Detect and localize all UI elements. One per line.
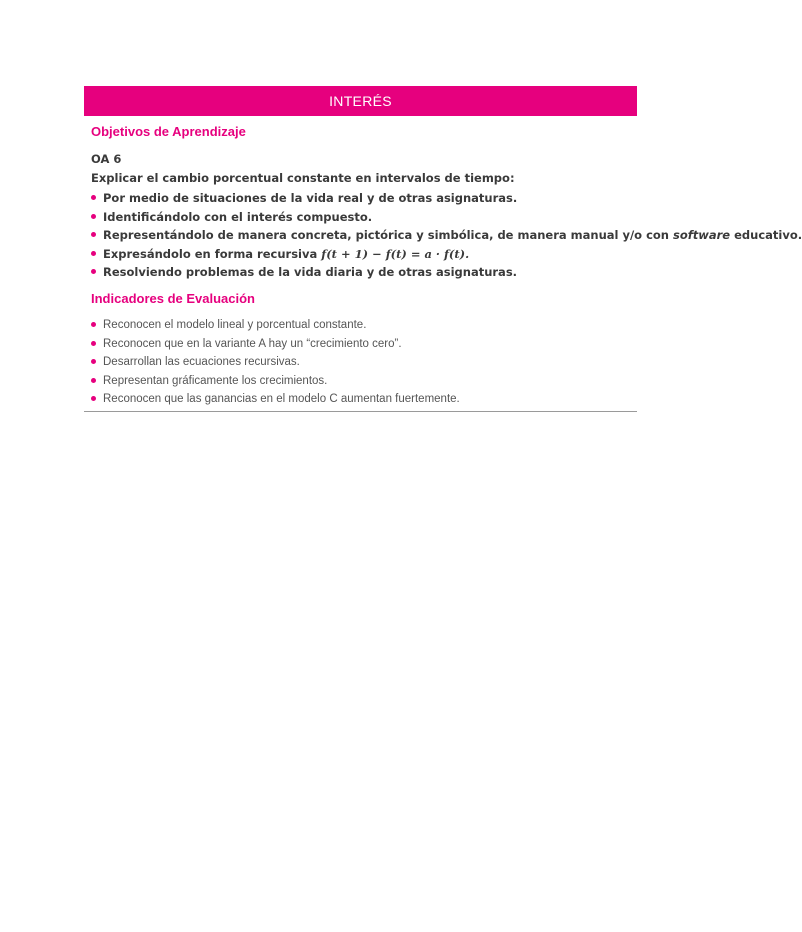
- oa-code: OA 6: [91, 152, 122, 166]
- indicador-item: Desarrollan las ecuaciones recursivas.: [91, 353, 460, 372]
- objetivo-item-text: Expresándolo en forma recursiva: [103, 246, 322, 261]
- indicador-item: Reconocen que en la variante A hay un “crecimiento cero”.: [91, 335, 460, 354]
- recursive-formula: f(t + 1) − f(t) = a · f(t).: [321, 246, 470, 261]
- objetivo-item-text: Representándolo de manera concreta, pictórica y simbólica, de manera manual y/o con: [103, 228, 673, 242]
- objetivos-list: [91, 189, 802, 282]
- indicadores-heading: Indicadores de Evaluación: [91, 291, 255, 306]
- objetivo-item: Por medio de situaciones de la vida real y de otras asignaturas.: [91, 189, 802, 208]
- indicador-item: Reconocen que las ganancias en el modelo C aumentan fuertemente.: [91, 390, 460, 409]
- indicador-item: Representan gráficamente los crecimientos.: [91, 372, 460, 391]
- software-emphasis: software: [673, 228, 731, 242]
- bottom-divider: [84, 411, 637, 412]
- section-banner: INTERÉS: [84, 86, 637, 116]
- objetivo-item: [91, 245, 802, 264]
- indicador-item: Reconocen el modelo lineal y porcentual constante.: [91, 316, 460, 335]
- objetivo-item: Identificándolo con el interés compuesto.: [91, 208, 802, 227]
- indicadores-list: [91, 316, 460, 409]
- objetivo-item-text: educativo.: [730, 228, 802, 242]
- objetivo-item: [91, 226, 802, 245]
- oa-description: Explicar el cambio porcentual constante en intervalos de tiempo:: [91, 171, 515, 185]
- objetivo-item: Resolviendo problemas de la vida diaria y de otras asignaturas.: [91, 263, 802, 282]
- objetivos-heading: Objetivos de Aprendizaje: [91, 124, 246, 139]
